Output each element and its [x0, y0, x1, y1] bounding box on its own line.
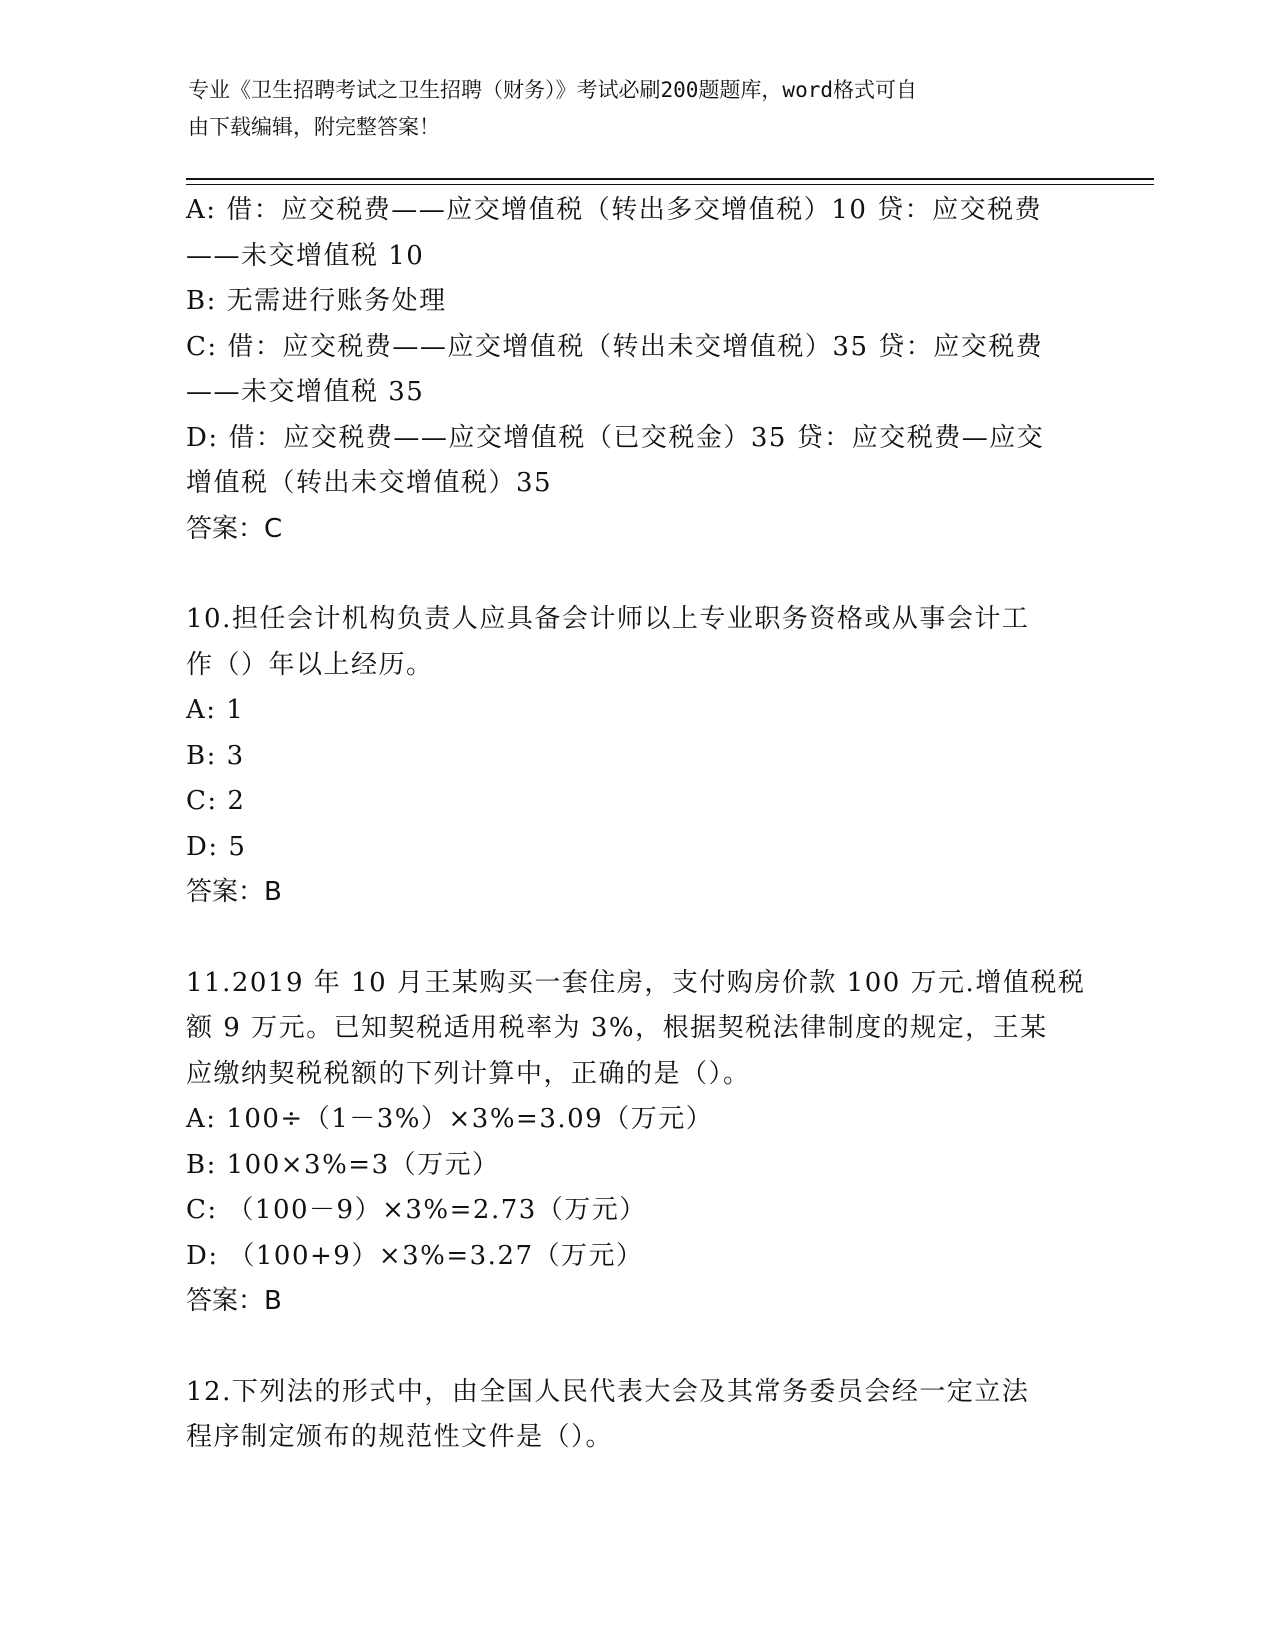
question-stem: 应缴纳契税税额的下列计算中，正确的是（）。	[186, 1058, 751, 1089]
option-c: C: （100－9）×3%=2.73（万元）	[186, 1195, 647, 1225]
question-block-12	[186, 1370, 1086, 1461]
option-line: C: 借：应交税费——应交增值税（转出未交增值税）35 贷：应交税费	[186, 331, 1044, 362]
option-d: D: （100+9）×3%=3.27（万元）	[186, 1240, 644, 1271]
option-d: D: 5	[186, 831, 247, 862]
header-divider	[186, 178, 1154, 180]
header-line: 专业《卫生招聘考试之卫生招聘（财务）》考试必刷200题题库，word格式可自	[188, 78, 917, 102]
answer-line: 答案：B	[186, 877, 282, 907]
header-line: 由下载编辑，附完整答案！	[188, 115, 440, 139]
option-line: B: 无需进行账务处理	[186, 286, 447, 316]
option-line: ——未交增值税 35	[186, 377, 425, 407]
spacer	[186, 1325, 1086, 1370]
option-line: D: 借：应交税费——应交增值税（已交税金）35 贷：应交税费—应交	[186, 422, 1045, 453]
option-a: A: 100÷（1－3%）×3%=3.09（万元）	[186, 1104, 714, 1134]
header-divider-thin	[186, 184, 1154, 185]
question-stem: 12.下列法的形式中，由全国人民代表大会及其常务委员会经一定立法	[186, 1376, 1030, 1407]
spacer	[186, 916, 1086, 961]
question-block-11	[186, 961, 1086, 1325]
option-b	[186, 279, 1086, 325]
question-stem: 作（）年以上经历。	[186, 649, 434, 680]
question-stem: 11.2019 年 10 月王某购买一套住房，支付购房价款 100 万元.增值税税	[186, 967, 1086, 998]
option-c: C: 2	[186, 786, 246, 816]
question-block-10	[186, 597, 1086, 916]
option-line: 增值税（转出未交增值税）35	[186, 468, 553, 498]
question-block	[186, 188, 1086, 552]
option-d	[186, 416, 1086, 507]
option-line: ——未交增值税 10	[186, 240, 425, 271]
spacer	[186, 552, 1086, 597]
option-a: A: 1	[186, 695, 245, 725]
question-list	[186, 188, 1086, 1461]
option-line: A: 借：应交税费——应交增值税（转出多交增值税）10 贷：应交税费	[186, 195, 1043, 225]
option-a	[186, 188, 1086, 279]
option-b: B: 3	[186, 740, 245, 771]
option-c	[186, 325, 1086, 416]
question-stem: 程序制定颁布的规范性文件是（）。	[186, 1422, 614, 1452]
answer-line: 答案：B	[186, 1286, 282, 1316]
question-stem: 额 9 万元。已知契税适用税率为 3%，根据契税法律制度的规定，王某	[186, 1013, 1048, 1043]
document-header	[188, 72, 1088, 146]
option-b: B: 100×3%=3（万元）	[186, 1149, 500, 1180]
answer-line: 答案：C	[186, 513, 283, 544]
question-stem: 10.担任会计机构负责人应具备会计师以上专业职务资格或从事会计工	[186, 604, 1030, 634]
